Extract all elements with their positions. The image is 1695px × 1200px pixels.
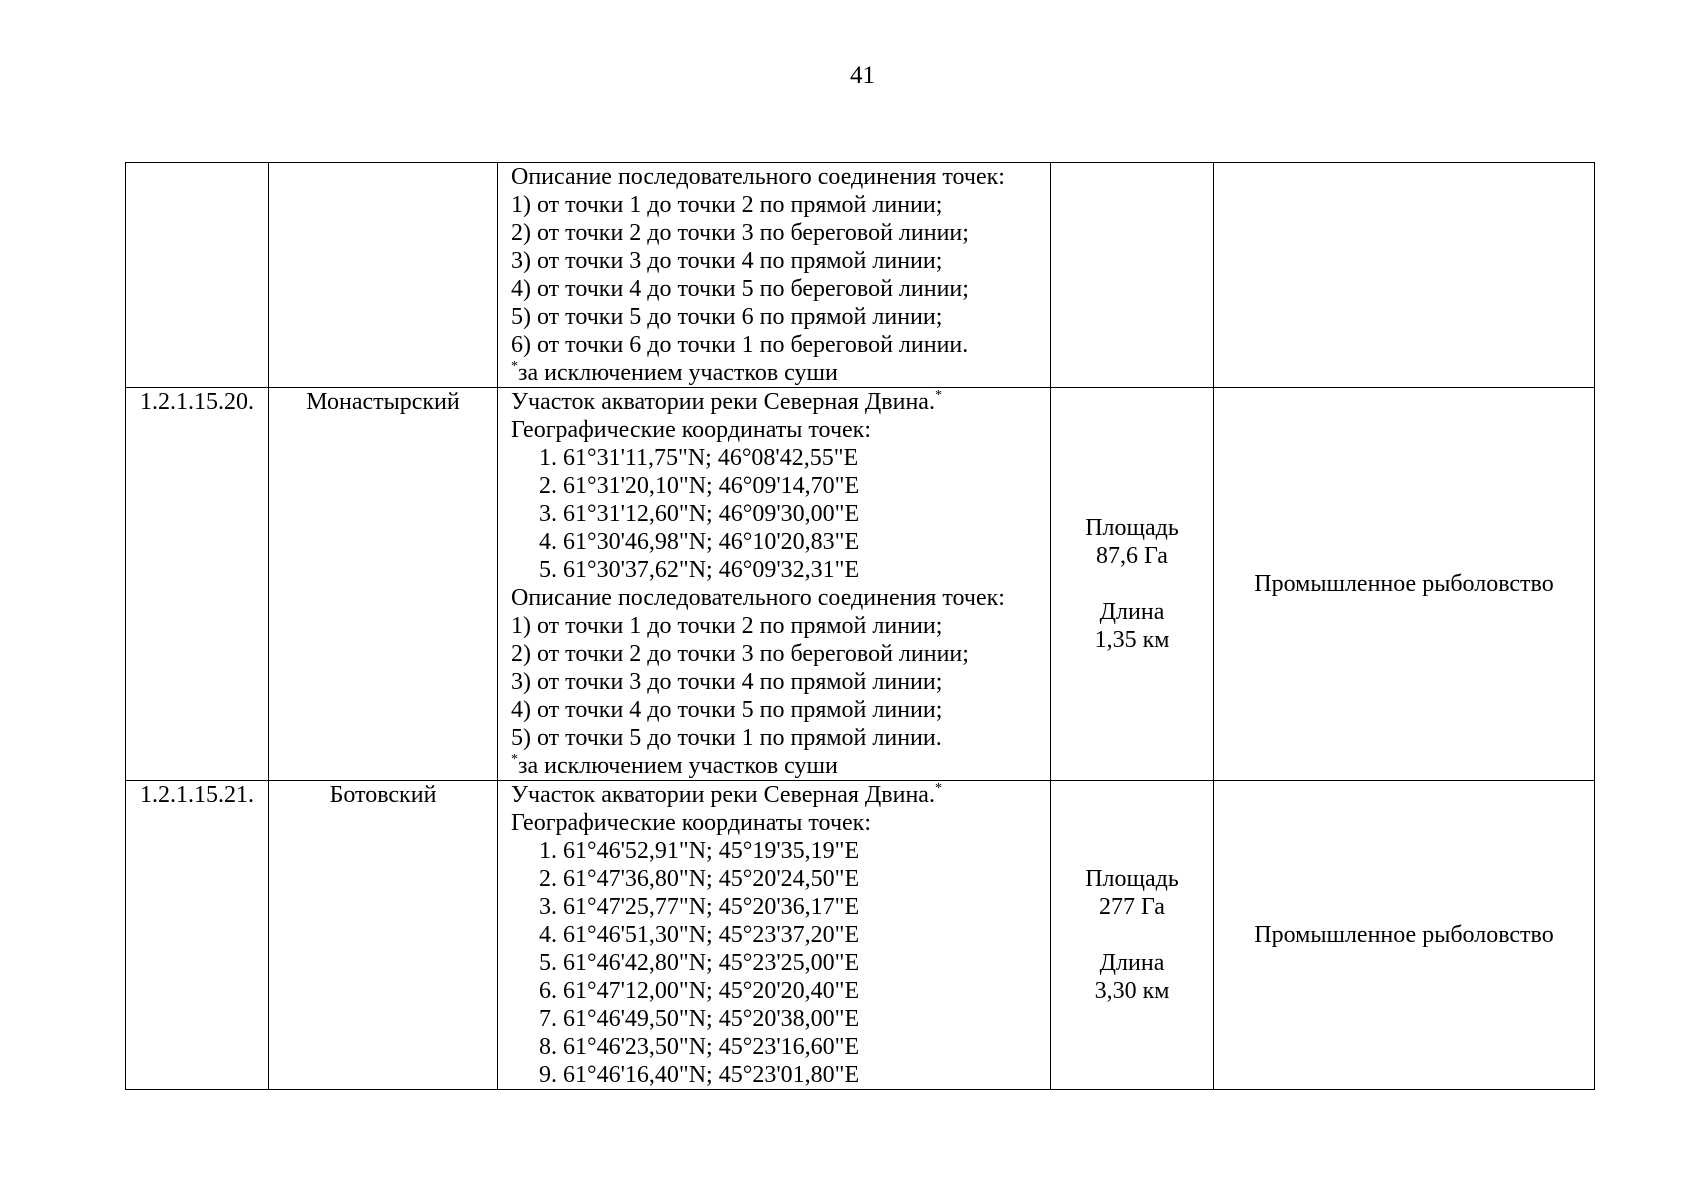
coordinate-item: 6. 61°47'12,00"N; 45°20'20,40"E [539, 978, 860, 1004]
area-value: 87,6 Га [1096, 543, 1168, 569]
description-line: Описание последовательного соединения точек: [511, 585, 1005, 611]
table-row [126, 781, 1595, 1090]
coordinate-item: 3. 61°47'25,77"N; 45°20'36,17"E [539, 894, 860, 920]
description-line: 4) от точки 4 до точки 5 по прямой линии; [511, 697, 943, 723]
row-use-cell: Промышленное рыболовство [1214, 781, 1595, 1090]
coordinate-item: 7. 61°46'49,50"N; 45°20'38,00"E [539, 1006, 860, 1032]
row-size-cell [1051, 163, 1214, 388]
coordinate-item: 3. 61°31'12,60"N; 46°09'30,00"E [539, 501, 860, 527]
coordinate-item: 4. 61°46'51,30"N; 45°23'37,20"E [539, 922, 860, 948]
area-label: Площадь [1085, 866, 1179, 892]
row-size-cell [1051, 781, 1214, 1090]
footnote-text: за исключением участков суши [518, 753, 838, 779]
row-number-cell [126, 163, 269, 388]
page-number: 41 [850, 62, 875, 89]
footnote-mark: * [934, 388, 942, 403]
footnote-line [511, 752, 1050, 780]
area-heading-text: Участок акватории реки Северная Двина. [511, 782, 935, 808]
row-description-cell [498, 781, 1051, 1090]
length-label: Длина [1099, 599, 1165, 625]
row-use-cell: Промышленное рыболовство [1214, 388, 1595, 781]
description-line: 1) от точки 1 до точки 2 по прямой линии; [511, 192, 943, 218]
coordinate-item: 8. 61°46'23,50"N; 45°23'16,60"E [539, 1034, 860, 1060]
coordinate-item: 4. 61°30'46,98"N; 46°10'20,83"E [539, 529, 860, 555]
row-name-cell [269, 163, 498, 388]
area-heading [511, 781, 1050, 809]
description-line: 4) от точки 4 до точки 5 по береговой линии; [511, 276, 969, 302]
table-row [126, 163, 1595, 388]
table-row [126, 388, 1595, 781]
row-description-cell [498, 163, 1051, 388]
footnote-text: за исключением участков суши [518, 360, 838, 386]
row-number-cell: 1.2.1.15.20. [126, 388, 269, 781]
footnote-mark: * [511, 359, 518, 374]
area-label: Площадь [1085, 515, 1179, 541]
row-number-cell: 1.2.1.15.21. [126, 781, 269, 1090]
coordinate-item: 5. 61°46'42,80"N; 45°23'25,00"E [539, 950, 860, 976]
coordinate-item: 2. 61°31'20,10"N; 46°09'14,70"E [539, 473, 860, 499]
length-value: 1,35 км [1094, 627, 1170, 653]
coordinate-item: 1. 61°31'11,75"N; 46°08'42,55"E [539, 445, 859, 471]
area-heading-text: Участок акватории реки Северная Двина. [511, 389, 935, 415]
footnote-mark: * [511, 752, 518, 767]
footnote-mark: * [934, 781, 942, 796]
description-line: 3) от точки 3 до точки 4 по прямой линии; [511, 669, 943, 695]
coordinate-item: 5. 61°30'37,62"N; 46°09'32,31"E [539, 557, 860, 583]
fishing-areas-table [125, 162, 1595, 1090]
description-line: Описание последовательного соединения точек: [511, 164, 1005, 190]
row-use-cell [1214, 163, 1595, 388]
row-name-cell: Ботовский [269, 781, 498, 1090]
area-value: 277 Га [1099, 894, 1165, 920]
description-line: 3) от точки 3 до точки 4 по прямой линии; [511, 248, 943, 274]
length-label: Длина [1099, 950, 1165, 976]
description-line: 6) от точки 6 до точки 1 по береговой линии. [511, 332, 969, 358]
footnote-line [511, 359, 1050, 387]
length-value: 3,30 км [1094, 978, 1170, 1004]
coordinate-item: 2. 61°47'36,80"N; 45°20'24,50"E [539, 866, 860, 892]
description-line: 5) от точки 5 до точки 6 по прямой линии; [511, 304, 943, 330]
coordinate-item: 1. 61°46'52,91"N; 45°19'35,19"E [539, 838, 860, 864]
size-spacer [1051, 921, 1213, 949]
coords-heading: Географические координаты точек: [511, 417, 871, 443]
description-line: 2) от точки 2 до точки 3 по береговой линии; [511, 220, 969, 246]
description-line: 1) от точки 1 до точки 2 по прямой линии; [511, 613, 943, 639]
area-heading [511, 388, 1050, 416]
row-description-cell [498, 388, 1051, 781]
coords-heading: Географические координаты точек: [511, 810, 871, 836]
description-line: 5) от точки 5 до точки 1 по прямой линии. [511, 725, 942, 751]
row-size-cell [1051, 388, 1214, 781]
coordinate-item: 9. 61°46'16,40"N; 45°23'01,80"E [539, 1062, 860, 1088]
row-name-cell: Монастырский [269, 388, 498, 781]
description-line: 2) от точки 2 до точки 3 по береговой линии; [511, 641, 969, 667]
size-spacer [1051, 570, 1213, 598]
